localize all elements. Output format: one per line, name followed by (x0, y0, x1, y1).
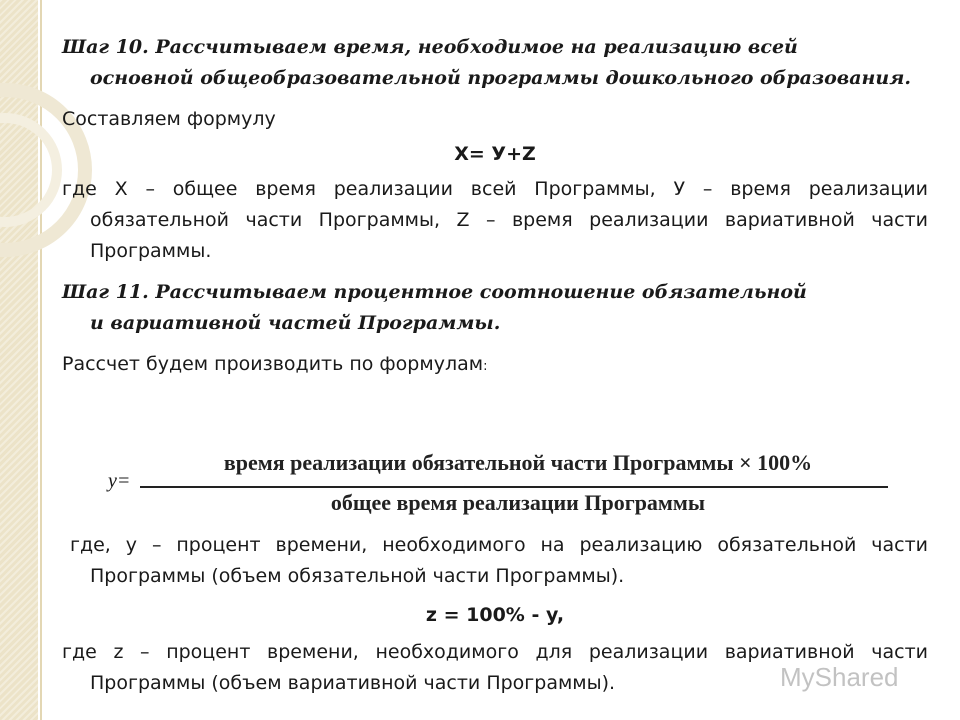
step11-title-rest: и вариативной частей Программы. (90, 312, 501, 334)
calc-label (62, 349, 928, 382)
fraction-lhs: y= (108, 470, 131, 492)
fraction-numerator: время реализации обязательной части Программы × 100% (223, 450, 813, 475)
formula-z: z = 100% - y, (425, 604, 565, 626)
watermark-logo: MyShared (780, 662, 899, 692)
calc-label-colon: : (483, 359, 488, 374)
where-definition-1: где X – общее время реализации всей Программы, У – время реализации обязательной части Программы, Z – время реализации вариативной части Программы. (62, 178, 928, 262)
slide-content (62, 32, 928, 382)
step10-title-rest: основной общеобразовательной программы дошкольного образования. (90, 67, 911, 89)
compose-label: Составляем формулу (62, 108, 276, 130)
step11-heading (62, 277, 928, 339)
where-definition-3: где z – процент времени, необходимого для реализации вариативной части Программы (объем вариативной части Программы). (62, 641, 928, 694)
step10-heading (62, 32, 928, 94)
where-definition-2: где, у – процент времени, необходимого на реализацию обязательной части Программы (объем обязательной части Программы). (70, 534, 928, 587)
fraction-bar (140, 486, 888, 488)
step11-title-line1: Шаг 11. Рассчитываем процентное соотношение обязательной (62, 281, 807, 303)
calc-label-text: Рассчет будем производить по формулам (62, 353, 484, 375)
step10-title-line1: Шаг 10. Рассчитываем время, необходимое на реализацию всей (62, 36, 798, 58)
fraction-denominator: общее время реализации Программы (330, 490, 706, 515)
percentage-formula (108, 450, 888, 520)
formula-x-equals-y-plus-z: X= У+Z (454, 143, 536, 165)
